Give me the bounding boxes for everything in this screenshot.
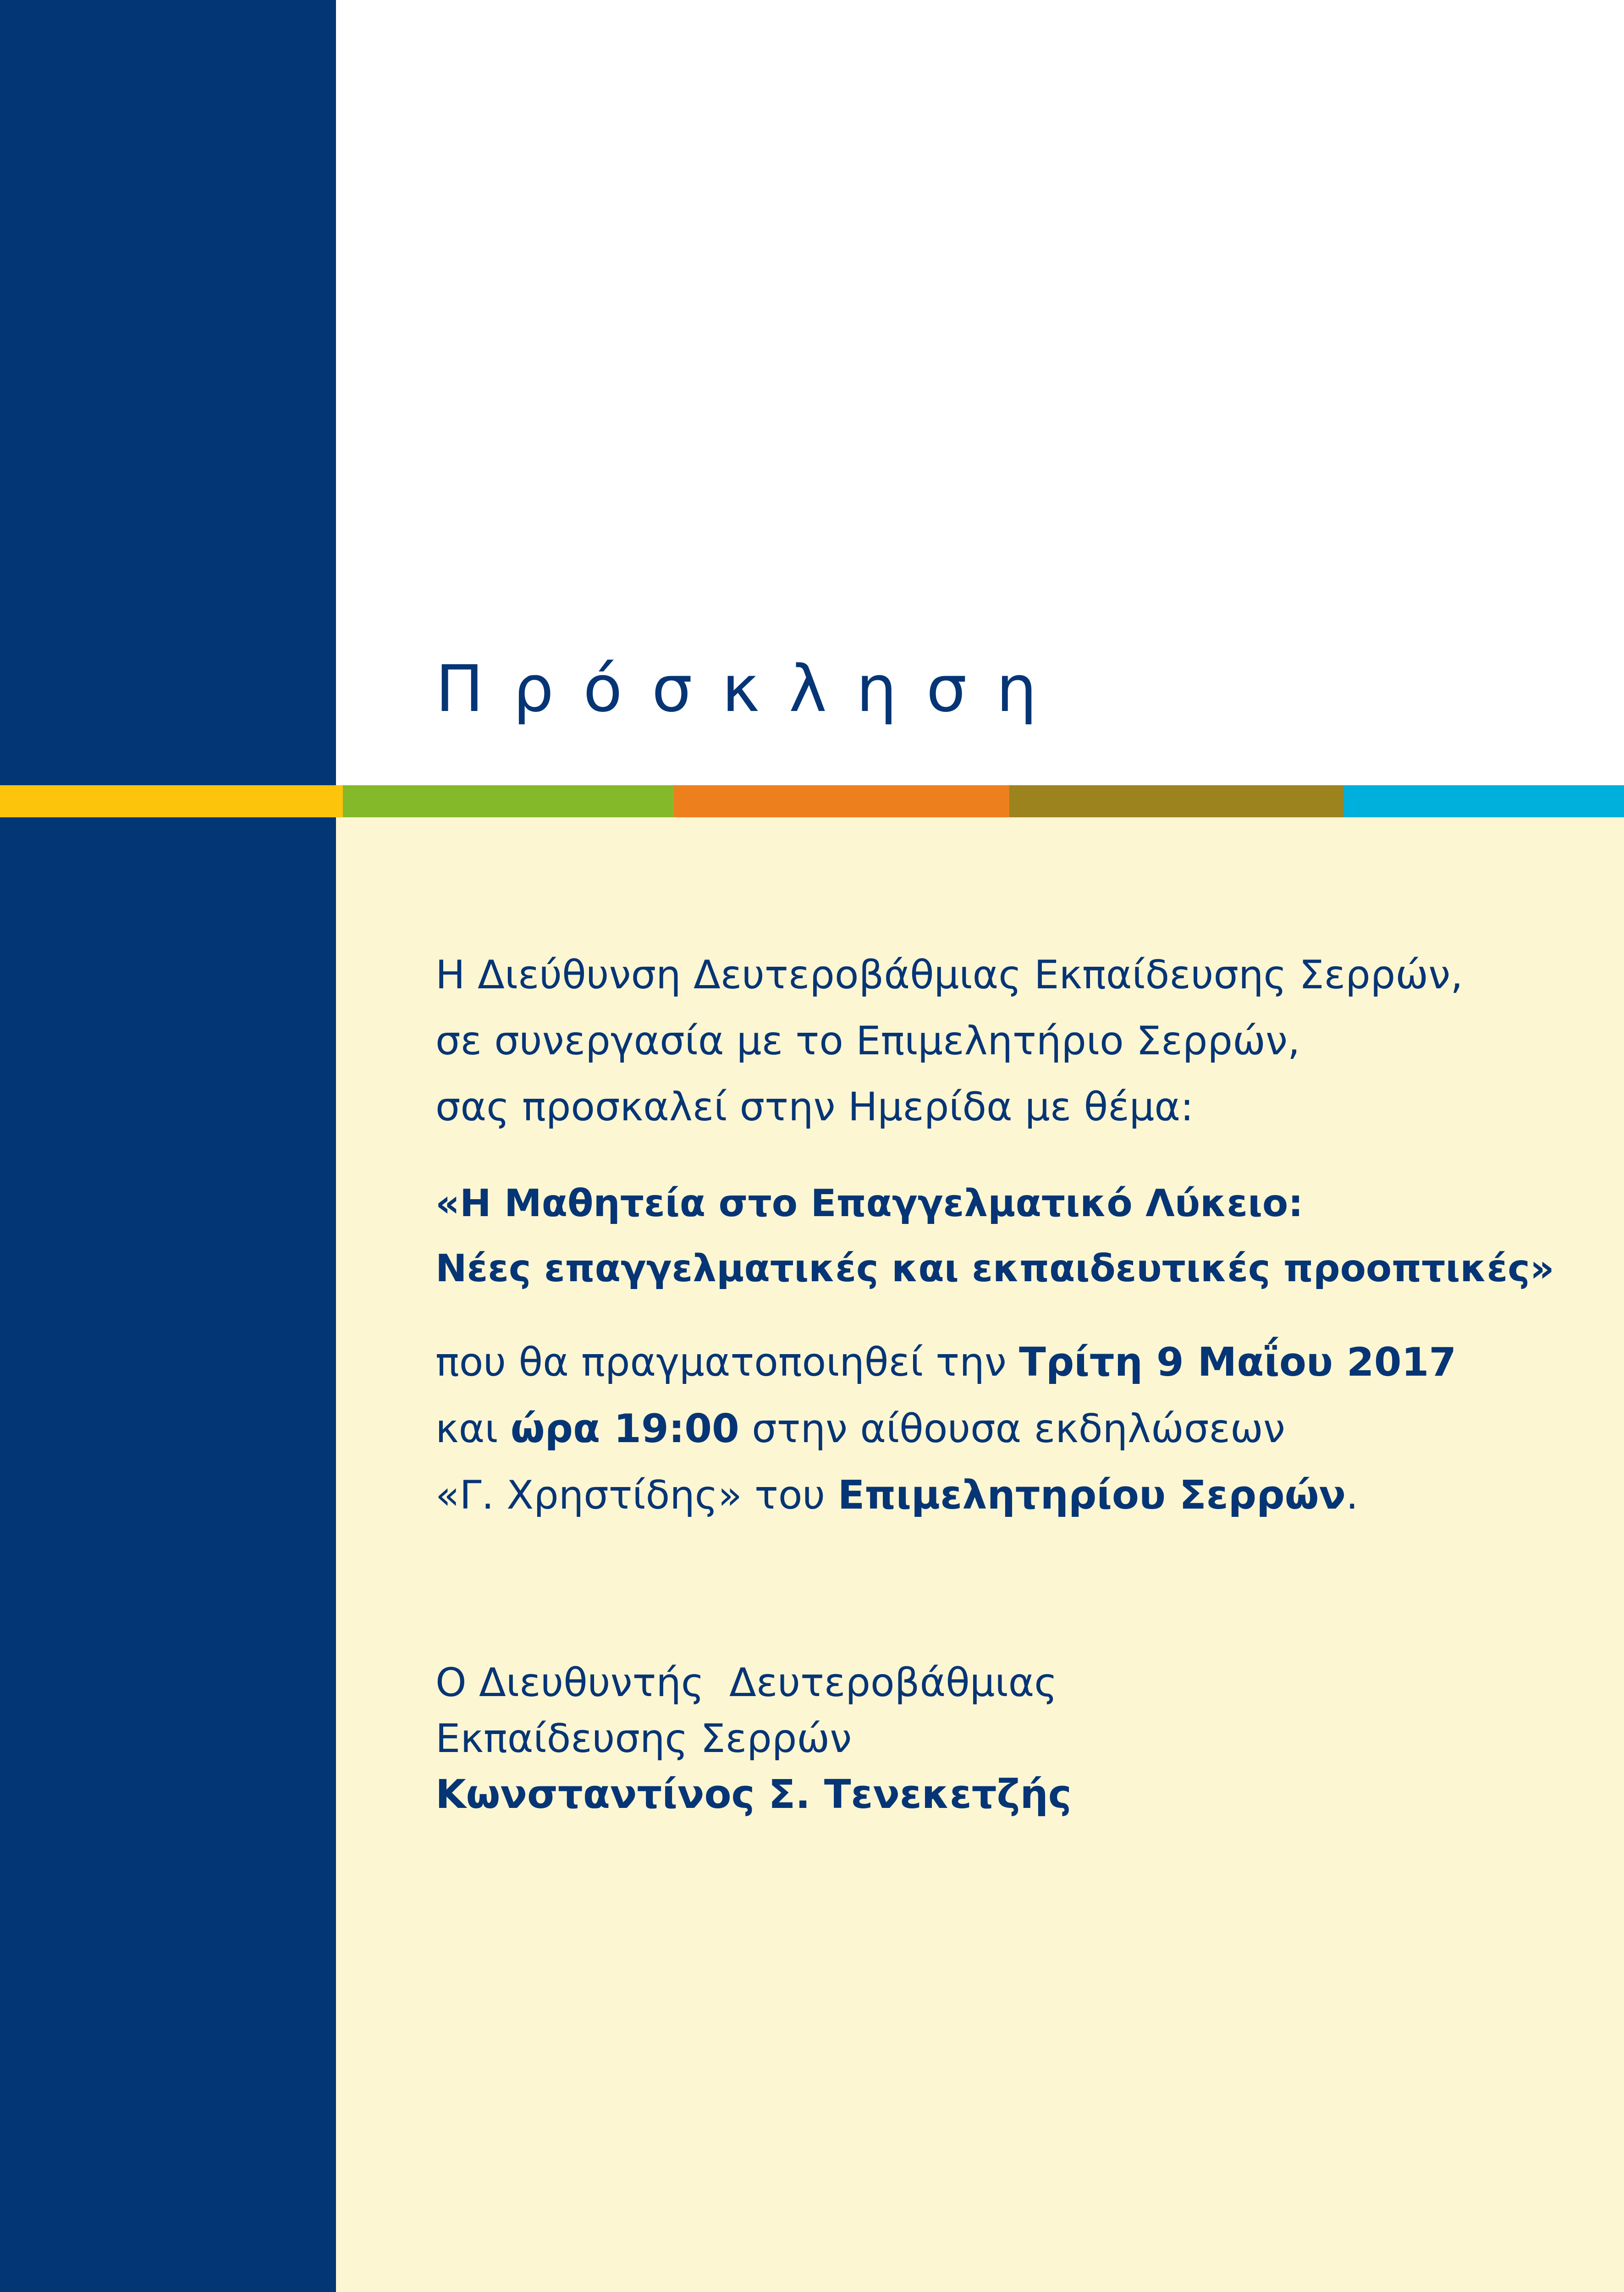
event-text: που θα πραγματοποιηθεί την (435, 1339, 1019, 1385)
intro-line: Η Διεύθυνση Δευτεροβάθμιας Εκπαίδευσης Σερρών, (435, 952, 1463, 998)
stripe-yellow (0, 785, 343, 817)
stripe-blue (1344, 785, 1624, 817)
event-venue-line (435, 1462, 1456, 1529)
signature-role: Εκπαίδευσης Σερρών (435, 1716, 852, 1762)
event-topic (435, 1171, 1554, 1301)
event-details (435, 1329, 1456, 1529)
signature-name: Κωνσταντίνος Σ. Τενεκετζής (435, 1772, 1072, 1818)
event-time: ώρα 19:00 (510, 1406, 739, 1452)
event-text: . (1346, 1472, 1359, 1518)
navy-side-bar (0, 0, 336, 2292)
invitation-intro (435, 942, 1463, 1140)
event-date: Τρίτη 9 Μαΐου 2017 (1019, 1339, 1457, 1385)
topic-line: Νέες επαγγελματικές και εκπαιδευτικές προοπτικές» (435, 1247, 1554, 1290)
event-text: στην αίθουσα εκδηλώσεων (739, 1406, 1285, 1452)
signature-block (435, 1655, 1072, 1823)
event-date-line (435, 1329, 1456, 1396)
event-venue: Επιμελητηρίου Σερρών (837, 1472, 1346, 1518)
stripe-green (343, 785, 674, 817)
topic-line: «Η Μαθητεία στο Επαγγελματικό Λύκειο: (435, 1182, 1304, 1225)
event-text: «Γ. Χρηστίδης» του (435, 1472, 838, 1518)
event-time-line (435, 1396, 1456, 1462)
stripe-orange (674, 785, 1009, 817)
event-text: και (435, 1406, 511, 1452)
signature-role: Ο Διευθυντής Δευτεροβάθμιας (435, 1660, 1057, 1706)
stripe-olive (1009, 785, 1344, 817)
intro-line: σας προσκαλεί στην Ημερίδα με θέμα: (435, 1084, 1194, 1130)
page-title: Πρόσκληση (435, 651, 1067, 727)
intro-line: σε συνεργασία με το Επιμελητήριο Σερρών, (435, 1018, 1300, 1064)
